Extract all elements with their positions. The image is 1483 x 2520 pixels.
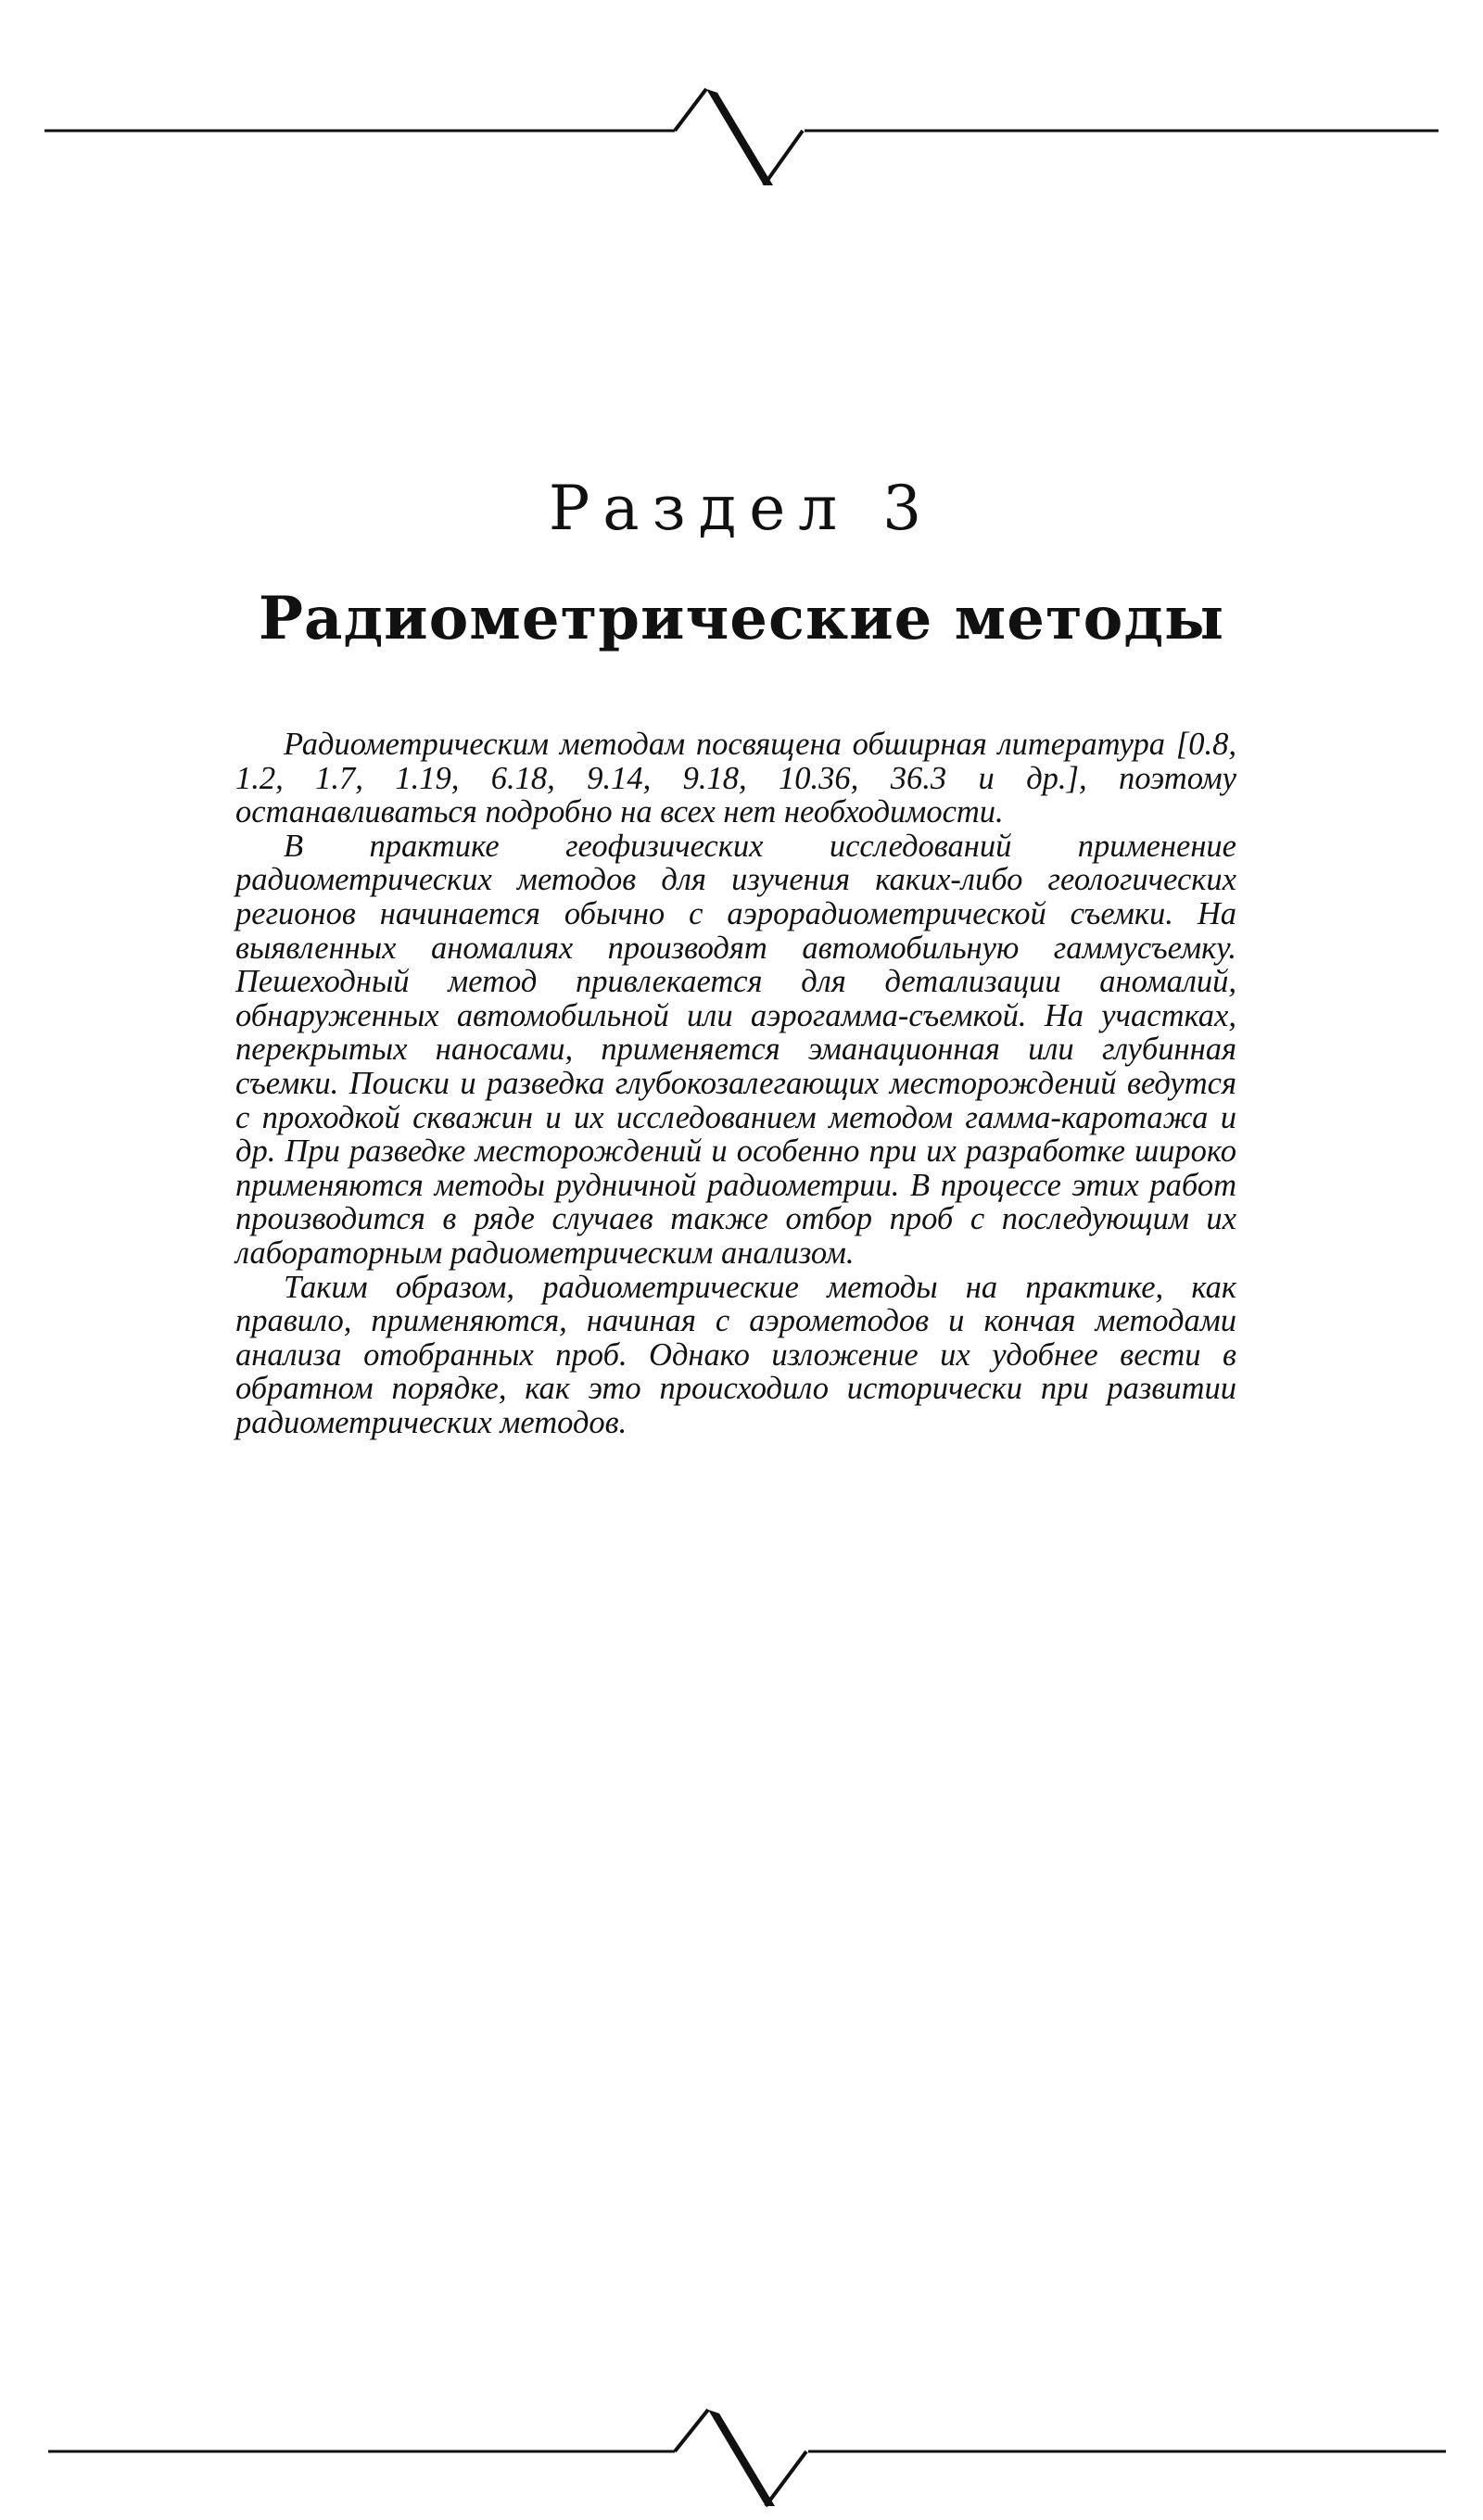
bottom-ornament bbox=[0, 2382, 1483, 2512]
paragraph-practice: В практике геофизических исследований применение радиометрических методов для изучения каких-либо геологических регионов начинается обычно с аэрорадиометрической съемки. На выявленных аномалиях производят автомобильную гаммусъемку. Пешеходный метод привлекается для детализации аномалий, обнаруженных автомобильной или аэрогамма-съемкой. На участках, перекрытых наносами, применяется эманационная или глубинная съемки. Поиски и разведка глубокозалегающих месторождений ведутся с проходкой скважин и их исследованием методом гамма-каротажа и др. При разведке месторождений и особенно при их разработке широко применяются методы рудничной радиометрии. В процессе этих работ производится в ряде случаев также отбор проб с последующим их лабораторным радиометрическим анализом. bbox=[235, 828, 1236, 1271]
paragraph-literature: Радиометрическим методам посвящена обширная литература [0.8, 1.2, 1.7, 1.19, 6.18, 9.14, 9.18, 10.36, 36.3 и др.], поэтому останавливаться подробно на всех нет необходимости. bbox=[235, 727, 1236, 830]
section-title: Радиометрические методы bbox=[258, 584, 1225, 653]
paragraph-conclusion: Таким образом, радиометрические методы на практике, как правило, применяются, начиная с аэрометодов и кончая методами анализа отобранных проб. Однако изложение их удобнее вести в обратном порядке, как это происходило исторически при развитии радиометрических методов. bbox=[235, 1269, 1236, 1440]
section-label: Раздел 3 bbox=[548, 473, 935, 544]
body-text bbox=[235, 728, 1236, 1439]
top-ornament bbox=[0, 56, 1483, 185]
